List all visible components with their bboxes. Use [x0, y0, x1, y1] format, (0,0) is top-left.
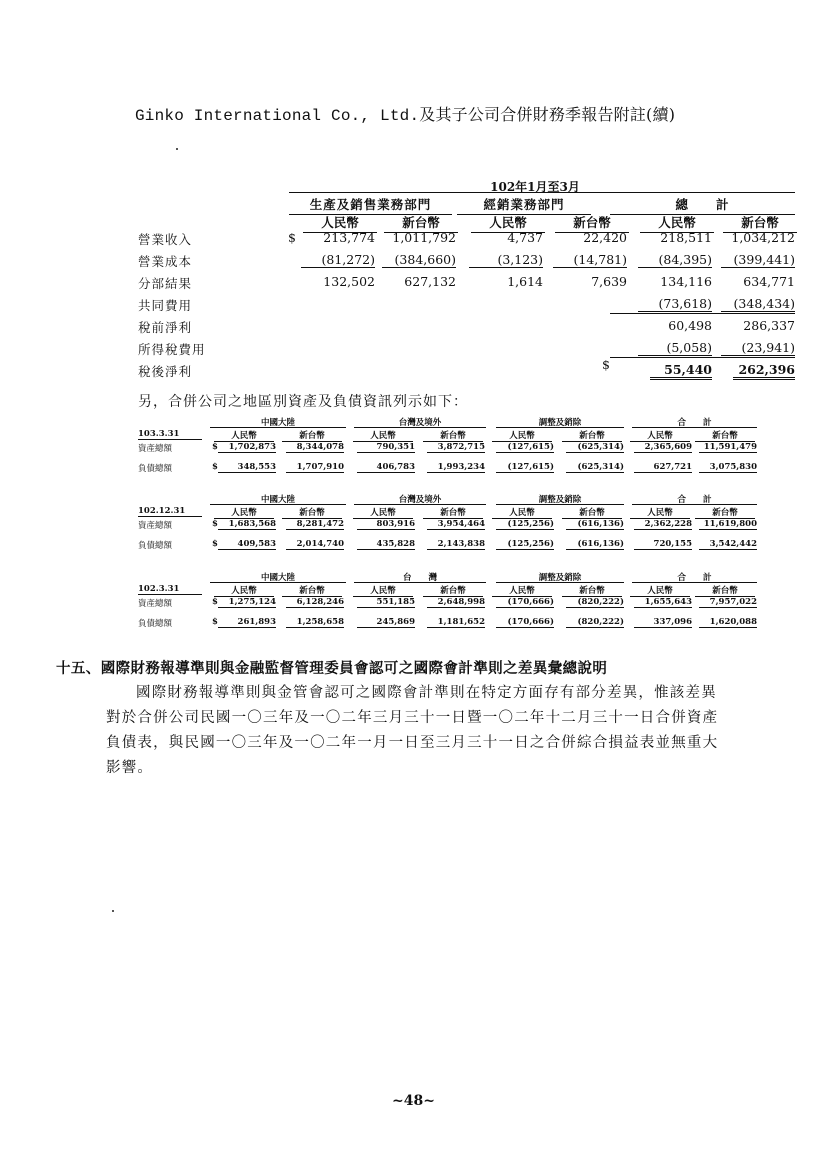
table-cell: 3,872,715	[427, 442, 485, 453]
table-cell: 7,639	[591, 274, 627, 289]
table-cell: (384,660)	[382, 252, 456, 268]
table-cell: 4,737	[507, 230, 543, 245]
currency-header: 新台幣	[695, 584, 755, 597]
table-cell: 337,096	[634, 617, 692, 628]
paragraph-line: 影響。	[106, 760, 154, 776]
table-cell: 409,583	[218, 539, 276, 550]
table-cell: 2,014,740	[286, 539, 344, 550]
table-cell: 348,553	[218, 462, 276, 473]
table-cell: 1,707,910	[286, 462, 344, 473]
row-label: 負債總額	[138, 464, 173, 474]
table-period: 102年1月至3月	[490, 180, 580, 194]
table-cell: 218,511	[660, 230, 712, 245]
table-cell: 1,258,658	[286, 617, 344, 628]
group-header: 經銷業務部門	[457, 195, 591, 215]
table-cell: 1,702,873	[218, 442, 276, 453]
currency-header: 人民幣	[630, 429, 690, 442]
table-cell: 134,116	[660, 274, 712, 289]
table-cell: (348,434)	[721, 296, 795, 312]
currency-header: 新台幣	[695, 429, 755, 442]
rule-line	[496, 504, 624, 505]
table-cell: (84,395)	[638, 252, 712, 268]
table-cell: 790,351	[357, 442, 415, 453]
table-cell: (616,136)	[566, 539, 624, 550]
currency-header: 人民幣	[492, 506, 552, 519]
rule-line	[210, 427, 346, 428]
section-paragraph	[106, 681, 761, 781]
group-header: 調整及銷除	[538, 573, 582, 583]
table-cell: (3,123)	[469, 252, 543, 268]
regional-note: 另，合併公司之地區別資產及負債資訊列示如下：	[138, 394, 468, 410]
table-cell: 22,420	[583, 230, 627, 245]
rule-line	[210, 582, 346, 583]
row-label: 分部結果	[138, 276, 193, 291]
currency-symbol: $	[212, 617, 218, 627]
currency-header: 新台幣	[282, 429, 342, 442]
table-cell: 286,337	[743, 318, 795, 333]
group-header: 台 灣	[402, 573, 437, 583]
table-cell: 261,893	[218, 617, 276, 628]
table-cell: (616,136)	[566, 519, 624, 530]
table-cell: 2,143,838	[427, 539, 485, 550]
rule-line	[632, 504, 757, 505]
group-header: 合 計	[677, 573, 712, 583]
table-cell: (125,256)	[496, 539, 554, 550]
currency-symbol: $	[212, 519, 218, 529]
table-cell: 2,362,228	[634, 519, 692, 530]
currency-header: 人民幣	[492, 429, 552, 442]
table-cell: 8,281,472	[286, 519, 344, 530]
table-cell: 55,440	[650, 362, 712, 380]
table-cell: 213,774	[323, 230, 375, 245]
rule-line	[632, 582, 757, 583]
table-cell: 406,783	[357, 462, 415, 473]
currency-header: 新台幣	[555, 213, 629, 233]
table-cell: 1,683,568	[218, 519, 276, 530]
table-cell: 1,620,088	[699, 617, 757, 628]
currency-symbol: $	[212, 597, 218, 607]
row-label: 資產總額	[138, 444, 173, 454]
currency-header: 人民幣	[630, 584, 690, 597]
currency-header: 人民幣	[214, 506, 274, 519]
row-label: 共同費用	[138, 298, 193, 313]
table-cell: 1,034,212	[731, 230, 795, 245]
currency-header: 新台幣	[695, 506, 755, 519]
rule-line	[496, 427, 624, 428]
table-cell: (625,314)	[566, 442, 624, 453]
table-cell: (127,615)	[496, 442, 554, 453]
currency-header: 新台幣	[423, 506, 483, 519]
rule-line	[354, 504, 486, 505]
row-label: 資產總額	[138, 599, 173, 609]
table-cell: 803,916	[357, 519, 415, 530]
currency-header: 新台幣	[423, 584, 483, 597]
currency-header: 新台幣	[282, 584, 342, 597]
row-label: 稅後淨利	[138, 364, 193, 379]
table-cell: (81,272)	[301, 252, 375, 268]
currency-header: 新台幣	[562, 429, 622, 442]
group-header: 合 計	[677, 418, 712, 428]
paragraph-line: 負債表，與民國一〇三年及一〇二年一月一日至三月三十一日之合併綜合損益表並無重大	[106, 735, 719, 751]
table-cell: 7,957,022	[699, 597, 757, 608]
currency-header: 新台幣	[384, 213, 458, 233]
currency-header: 新台幣	[723, 213, 797, 233]
table-date: 103.3.31	[138, 429, 202, 440]
table-cell: 6,128,246	[286, 597, 344, 608]
table-cell: 1,275,124	[218, 597, 276, 608]
rule-line	[496, 582, 624, 583]
currency-header: 人民幣	[214, 584, 274, 597]
group-header: 中國大陸	[260, 418, 295, 428]
section-heading: 十五、國際財務報導準則與金融監督管理委員會認可之國際會計準則之差異彙總說明	[56, 660, 608, 677]
group-header: 台灣及境外	[398, 418, 442, 428]
speck	[112, 910, 114, 912]
table-cell: 3,542,442	[699, 539, 757, 550]
paragraph-line: 國際財務報導準則與金管會認可之國際會計準則在特定方面存有部分差異，惟該差異	[136, 685, 717, 701]
group-header: 中國大陸	[260, 495, 295, 505]
row-label: 資產總額	[138, 521, 173, 531]
row-label: 稅前淨利	[138, 320, 193, 335]
table-cell: (127,615)	[496, 462, 554, 473]
currency-header: 新台幣	[282, 506, 342, 519]
table-cell: 132,502	[323, 274, 375, 289]
paragraph-line: 對於合併公司民國一〇三年及一〇二年三月三十一日暨一〇二年十二月三十一日合併資產	[106, 710, 719, 726]
currency-header: 新台幣	[562, 584, 622, 597]
table-cell: 435,828	[357, 539, 415, 550]
table-cell: 1,614	[507, 274, 543, 289]
table-cell: (399,441)	[721, 252, 795, 268]
table-cell: (73,618)	[638, 296, 712, 312]
table-cell: 627,721	[634, 462, 692, 473]
table-cell: 1,993,234	[427, 462, 485, 473]
table-cell: 11,619,800	[699, 519, 757, 530]
row-label: 營業收入	[138, 232, 193, 247]
currency-header: 人民幣	[214, 429, 274, 442]
table-cell: 262,396	[733, 362, 795, 380]
group-header: 調整及銷除	[538, 495, 582, 505]
table-cell: (820,222)	[566, 617, 624, 628]
currency-symbol: $	[212, 539, 218, 549]
group-header: 生產及銷售業務部門	[289, 195, 452, 215]
currency-header: 新台幣	[562, 506, 622, 519]
table-cell: 551,185	[357, 597, 415, 608]
rule-line	[632, 427, 757, 428]
currency-header: 新台幣	[423, 429, 483, 442]
table-cell: 627,132	[404, 274, 456, 289]
table-cell: 2,648,998	[427, 597, 485, 608]
table-cell: (14,781)	[553, 252, 627, 268]
page-number: ~48~	[392, 1093, 435, 1109]
currency-header: 人民幣	[492, 584, 552, 597]
currency-header: 人民幣	[353, 506, 413, 519]
group-header: 合 計	[677, 495, 712, 505]
currency-symbol: $	[602, 357, 610, 372]
group-header: 總 計	[610, 195, 795, 215]
group-header: 中國大陸	[260, 573, 295, 583]
group-header: 調整及銷除	[538, 418, 582, 428]
currency-header: 人民幣	[640, 213, 714, 233]
rule-line	[354, 582, 486, 583]
table-cell: 3,954,464	[427, 519, 485, 530]
table-cell: 11,591,479	[699, 442, 757, 453]
table-cell: (23,941)	[721, 340, 795, 356]
rule-line	[210, 504, 346, 505]
row-label: 負債總額	[138, 541, 173, 551]
table-cell: (125,256)	[496, 519, 554, 530]
table-cell: (5,058)	[638, 340, 712, 356]
table-cell: (170,666)	[496, 617, 554, 628]
currency-header: 人民幣	[303, 213, 377, 233]
table-cell: 60,498	[668, 318, 712, 333]
header-title-cn: 及其子公司合併財務季報告附註(續)	[419, 105, 676, 124]
table-cell: 1,181,652	[427, 617, 485, 628]
table-cell: 3,075,830	[699, 462, 757, 473]
row-label: 負債總額	[138, 619, 173, 629]
table-cell: 720,155	[634, 539, 692, 550]
currency-header: 人民幣	[471, 213, 545, 233]
currency-symbol: $	[212, 442, 218, 452]
currency-symbol: $	[288, 230, 296, 245]
company-name-en: Ginko International Co., Ltd.	[135, 107, 420, 125]
currency-header: 人民幣	[353, 584, 413, 597]
currency-header: 人民幣	[630, 506, 690, 519]
table-cell: 8,344,078	[286, 442, 344, 453]
table-cell: 1,655,643	[634, 597, 692, 608]
table-date: 102.12.31	[138, 506, 202, 517]
row-label: 所得稅費用	[138, 342, 206, 357]
currency-header: 人民幣	[353, 429, 413, 442]
table-date: 102.3.31	[138, 584, 202, 595]
table-cell: 634,771	[743, 274, 795, 289]
table-cell: (625,314)	[566, 462, 624, 473]
currency-symbol: $	[212, 462, 218, 472]
rule-line	[354, 427, 486, 428]
table-cell: 2,365,609	[634, 442, 692, 453]
row-label: 營業成本	[138, 254, 193, 269]
table-cell: (170,666)	[496, 597, 554, 608]
table-cell: 245,869	[357, 617, 415, 628]
table-cell: (820,222)	[566, 597, 624, 608]
group-header: 台灣及境外	[398, 495, 442, 505]
table-cell: 1,011,792	[392, 230, 456, 245]
